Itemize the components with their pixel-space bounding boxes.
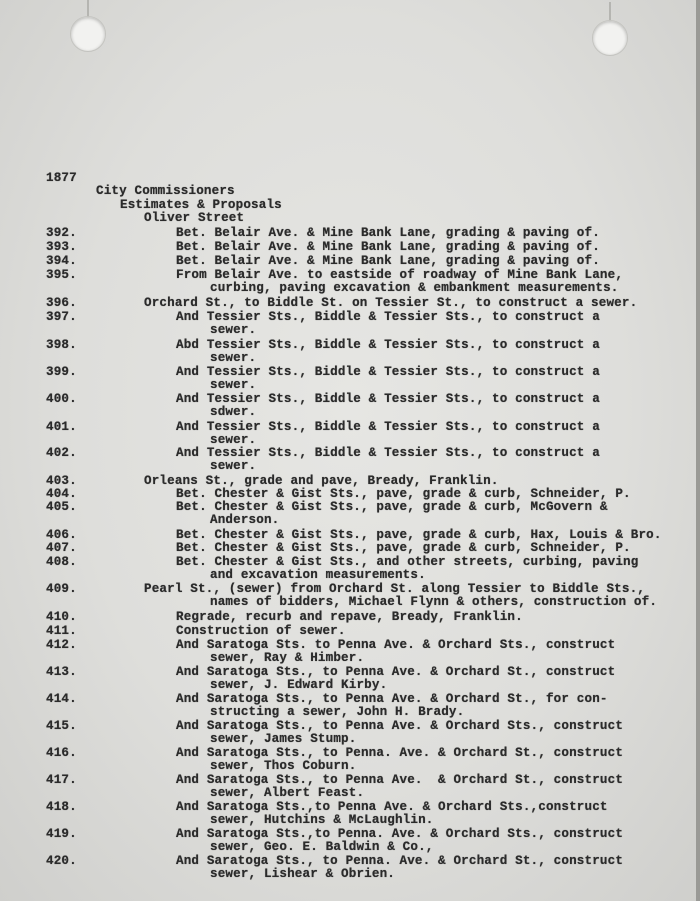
- entry-number: 416.: [46, 746, 77, 760]
- entry-line: Bet. Chester & Gist Sts., pave, grade & curb, Schneider, P.: [176, 541, 631, 555]
- entry-line: And Saratoga Sts., to Penna Ave. & Orchard St., for con-: [176, 692, 608, 706]
- entry-line: And Saratoga Sts., to Penna Ave. & Orchard St., construct: [176, 665, 616, 679]
- entry-line: sewer, Hutchins & McLaughlin.: [210, 813, 434, 827]
- entry-number: 414.: [46, 692, 77, 706]
- heading-estimates: Estimates & Proposals: [120, 198, 282, 212]
- entry-number: 420.: [46, 854, 77, 868]
- entry-line: Bet. Chester & Gist Sts., pave, grade & curb, Hax, Louis & Bro.: [176, 528, 662, 542]
- year: 1877: [46, 171, 77, 185]
- entry-number: 404.: [46, 487, 77, 501]
- entry-number: 402.: [46, 446, 77, 460]
- entry-line: curbing, paving excavation & embankment measurements.: [210, 281, 619, 295]
- entry-number: 412.: [46, 638, 77, 652]
- entry-line: names of bidders, Michael Flynn & others, construction of.: [210, 595, 658, 609]
- entry-line: sewer.: [210, 378, 257, 392]
- entry-line: And Saratoga Sts.,to Penna Ave. & Orchard Sts.,construct: [176, 800, 608, 814]
- entry-number: 394.: [46, 254, 77, 268]
- entry-number: 419.: [46, 827, 77, 841]
- entry-number: 399.: [46, 365, 77, 379]
- entry-line: sewer, Thos Coburn.: [210, 759, 357, 773]
- entry-number: 406.: [46, 528, 77, 542]
- entry-line: And Tessier Sts., Biddle & Tessier Sts., to construct a: [176, 446, 600, 460]
- entry-line: Orchard St., to Biddle St. on Tessier St., to construct a sewer.: [144, 296, 638, 310]
- entry-line: sewer, Lishear & Obrien.: [210, 867, 395, 881]
- entry-line: Bet. Belair Ave. & Mine Bank Lane, grading & paving of.: [176, 226, 600, 240]
- entry-line: Bet. Chester & Gist Sts., pave, grade & curb, Schneider, P.: [176, 487, 631, 501]
- entry-line: Orleans St., grade and pave, Bready, Franklin.: [144, 474, 499, 488]
- entry-number: 396.: [46, 296, 77, 310]
- entry-line: sewer, James Stump.: [210, 732, 357, 746]
- entry-line: And Saratoga Sts., to Penna. Ave. & Orchard St., construct: [176, 746, 624, 760]
- entry-number: 397.: [46, 310, 77, 324]
- entry-line: And Tessier Sts., Biddle & Tessier Sts., to construct a: [176, 310, 600, 324]
- entry-line: sewer, J. Edward Kirby.: [210, 678, 388, 692]
- entry-line: sewer, Geo. E. Baldwin & Co.,: [210, 840, 434, 854]
- entry-number: 411.: [46, 624, 77, 638]
- entry-line: structing a sewer, John H. Brady.: [210, 705, 465, 719]
- entry-number: 400.: [46, 392, 77, 406]
- entry-number: 408.: [46, 555, 77, 569]
- entry-line: Anderson.: [210, 513, 280, 527]
- entry-number: 405.: [46, 500, 77, 514]
- entry-line: sewer.: [210, 459, 257, 473]
- entry-number: 415.: [46, 719, 77, 733]
- heading-street: Oliver Street: [144, 211, 245, 225]
- entry-line: sewer.: [210, 351, 257, 365]
- entry-number: 410.: [46, 610, 77, 624]
- entry-number: 392.: [46, 226, 77, 240]
- entry-line: And Saratoga Sts., to Penna Ave. & Orchard Sts., construct: [176, 719, 624, 733]
- heading-city-commissioners: City Commissioners: [96, 184, 235, 198]
- entry-line: And Tessier Sts., Biddle & Tessier Sts., to construct a: [176, 420, 600, 434]
- entry-number: 403.: [46, 474, 77, 488]
- entry-line: And Saratoga Sts. to Penna Ave. & Orchard Sts., construct: [176, 638, 616, 652]
- entry-line: Bet. Chester & Gist Sts., pave, grade & curb, McGovern &: [176, 500, 608, 514]
- entry-line: Abd Tessier Sts., Biddle & Tessier Sts., to construct a: [176, 338, 600, 352]
- entry-number: 409.: [46, 582, 77, 596]
- entry-line: From Belair Ave. to eastside of roadway of Mine Bank Lane,: [176, 268, 624, 282]
- entry-line: And Saratoga Sts., to Penna. Ave. & Orchard St., construct: [176, 854, 624, 868]
- entry-number: 398.: [46, 338, 77, 352]
- entry-line: And Saratoga Sts.,to Penna. Ave. & Orchard Sts., construct: [176, 827, 624, 841]
- page-edge: [696, 0, 700, 901]
- entry-line: sewer, Ray & Himber.: [210, 651, 365, 665]
- entry-line: and excavation measurements.: [210, 568, 426, 582]
- entry-number: 395.: [46, 268, 77, 282]
- entry-line: And Tessier Sts., Biddle & Tessier Sts., to construct a: [176, 392, 600, 406]
- entry-line: Pearl St., (sewer) from Orchard St. along Tessier to Biddle Sts.,: [144, 582, 645, 596]
- entry-number: 401.: [46, 420, 77, 434]
- punch-hole: [70, 16, 106, 52]
- entry-line: sewer, Albert Feast.: [210, 786, 365, 800]
- entry-number: 413.: [46, 665, 77, 679]
- entry-line: sdwer.: [210, 405, 257, 419]
- entry-line: Bet. Belair Ave. & Mine Bank Lane, grading & paving of.: [176, 254, 600, 268]
- entry-line: And Tessier Sts., Biddle & Tessier Sts., to construct a: [176, 365, 600, 379]
- entry-line: sewer.: [210, 323, 257, 337]
- entry-number: 407.: [46, 541, 77, 555]
- punch-hole: [592, 20, 628, 56]
- entry-line: sewer.: [210, 433, 257, 447]
- entry-number: 393.: [46, 240, 77, 254]
- binder-clip: [609, 2, 611, 20]
- entry-line: Bet. Belair Ave. & Mine Bank Lane, grading & paving of.: [176, 240, 600, 254]
- entry-line: Regrade, recurb and repave, Bready, Franklin.: [176, 610, 523, 624]
- entry-line: Construction of sewer.: [176, 624, 346, 638]
- entry-number: 417.: [46, 773, 77, 787]
- entry-line: Bet. Chester & Gist Sts., and other streets, curbing, paving: [176, 555, 639, 569]
- entry-line: And Saratoga Sts., to Penna Ave. & Orchard St., construct: [176, 773, 624, 787]
- entry-number: 418.: [46, 800, 77, 814]
